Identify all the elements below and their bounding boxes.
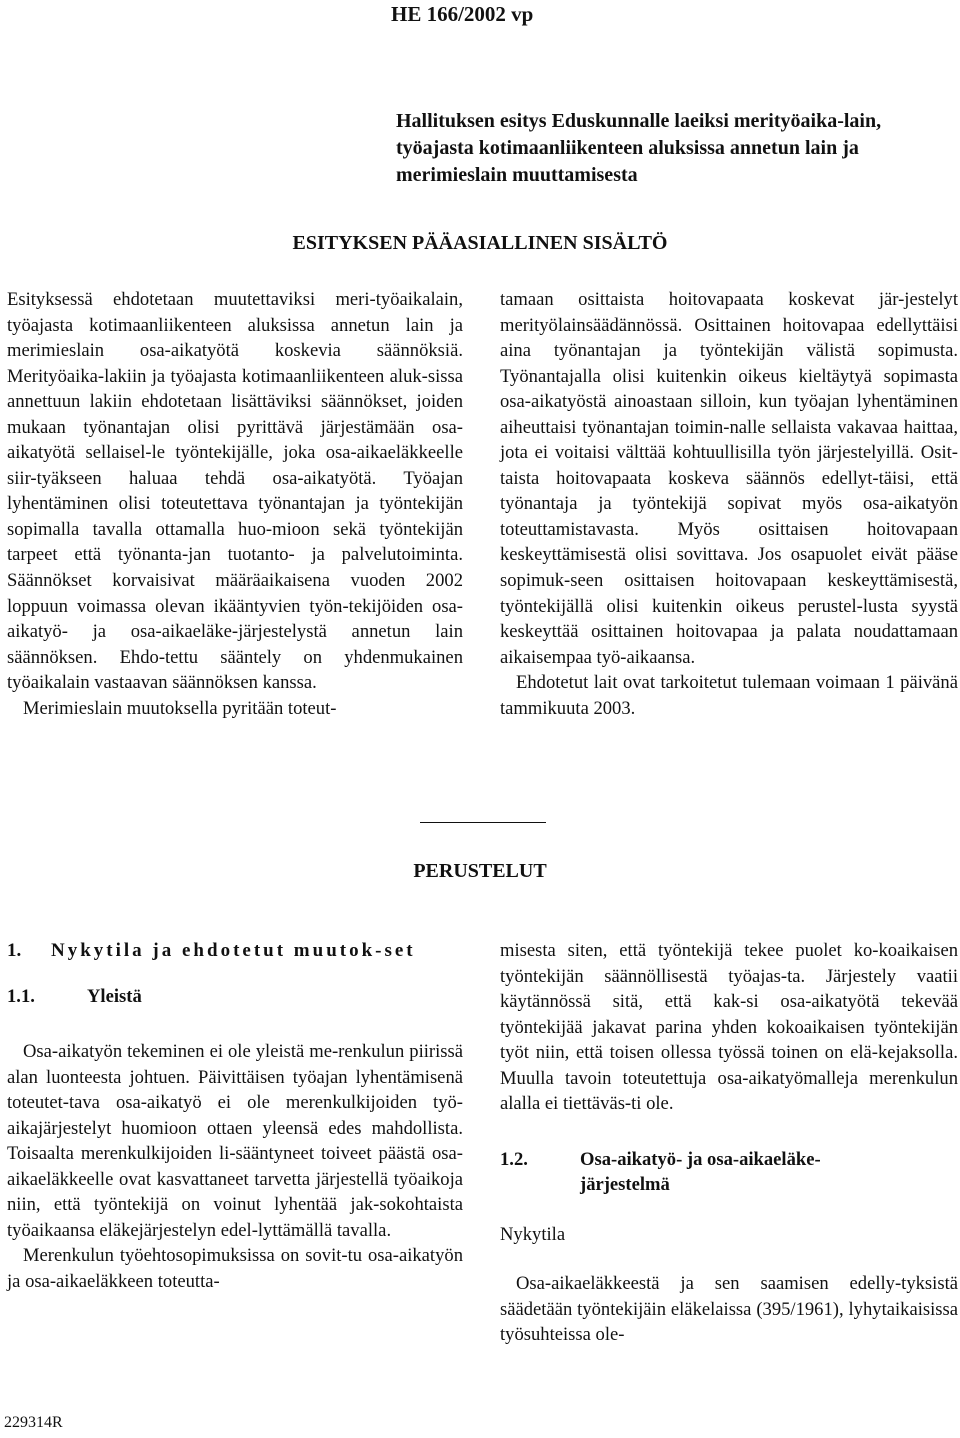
separator-rule	[420, 822, 546, 823]
section-title: Nykytila ja ehdotetut muutok-set	[51, 940, 416, 961]
summary-right-column	[500, 287, 958, 721]
body-paragraph: Osa-aikaeläkkeestä ja sen saamisen edelly-tyksistä säädetään työntekijäin eläkelaissa (395/1961), lyhytaikaisissa työsuhteissa ole-	[500, 1273, 958, 1346]
summary-paragraph: Merimieslain muutoksella pyritään toteut-	[23, 697, 337, 719]
body-right-column	[500, 938, 958, 1348]
section-title: Yleistä	[87, 985, 142, 1007]
body-paragraph: Merenkulun työehtosopimuksissa on sovit-tu osa-aikatyön ja osa-aikaeläkkeen toteutta-	[7, 1245, 463, 1292]
body-paragraph: Osa-aikatyön tekeminen ei ole yleistä me-renkulun piirissä alan luonteesta johtuen. Päivittäisen työajan lyhentämisenä toteutet-tava osa-aikatyö ei ole merenkulkijoiden työ-aikajärjestelyt huomioon ottaen yleensä edes mahdollista. Toisaalta merenkulkijoiden li-sääntyneet toiveet päästä osa-aikaeläkkeelle ovat kasvattaneet tarvetta järjestellä työaikoja niin, että työntekijä on voinut lyhentää jak-sokohtaista työaikaansa eläkejärjestelyn edel-lyttämällä tavalla.	[7, 1041, 463, 1241]
subheading-nykytila: Nykytila	[500, 1223, 566, 1245]
document-header: HE 166/2002 vp	[391, 2, 534, 26]
perustelut-heading: PERUSTELUT	[413, 860, 547, 882]
summary-paragraph: Esityksessä ehdotetaan muutettaviksi meri-työaikalain, työajasta kotimaanliikenteen aluksissa annetun lain ja merimieslain osa-aikatyötä koskevia säännöksiä. Merityöaika-lakiin ja työajasta kotimaanliikenteen aluk-sissa annettuun lakiin ehdotetaan lisättäviksi säännökset, joiden mukaan työnantajan olisi pyrittävä järjestämään osa-aikatyötä sellaisel-le työntekijälle, joka osa-aikaeläkkeelle siir-tyäkseen haluaa tehdä osa-aikatyötä. Työajan lyhentäminen olisi toteutettava työnantajan ja työntekijän sopimalla tavalla ottamalla huo-mioon sekä työntekijän tarpeet että työnanta-jan tuotanto- ja palvelutoiminta. Säännökset korvaisivat määräaikaisena vuoden 2002 loppuun voimassa olevan ikääntyvien työn-tekijöiden osa-aikatyö- ja osa-aikaeläke-järjestelystä annetun lain säännöksen. Ehdo-tettu sääntely on yhdenmukainen työaikalain vastaavan säännöksen kanssa.	[7, 289, 463, 694]
section-1-1-heading	[7, 984, 463, 1010]
summary-paragraph: tamaan osittaista hoitovapaata koskevat jär-jestelyt merityölainsäädännössä. Osittainen hoitovapaa edellyttäisi aina työnantajan ja työntekijän välistä sopimusta. Työnantajalla olisi kuitenkin oikeus kieltäytyä sopimasta osa-aikatyöstä ainoastaan silloin, kun työajan lyhentäminen aiheuttaisi työnantajan toimin-nalle sellaista vakavaa haittaa, jota ei voitaisi välttää kohtuullisilla työn järjestelyillä. Osit-taista hoitovapaata koskeva säännös edellyt-täisi, että työnantaja ja työntekijä sopivat myös osa-aikatyön toteuttamistavasta. Myös osittaisen hoitovapaan keskeyttämisestä olisi sovittava. Jos osapuolet eivät pääse sopimuk-seen osittaisen hoitovapaan keskeyttämisestä, työntekijällä olisi kuitenkin oikeus perustel-lusta syystä keskeyttää osittainen hoitovapaa ja palata noudattamaan aikaisempaa työ-aikaansa.	[500, 289, 958, 668]
proposal-title: Hallituksen esitys Eduskunnalle laeiksi merityöaika-lain, työajasta kotimaanliikenteen aluksissa annetun lain ja merimieslain muuttamisesta	[396, 110, 882, 186]
section-number: 1.	[7, 940, 22, 961]
document-code: 229314R	[4, 1414, 63, 1431]
section-number: 1.2.	[500, 1148, 528, 1170]
summary-left-column	[7, 287, 463, 721]
section-title: Osa-aikatyö- ja osa-aikaeläke-järjestelmä	[580, 1148, 821, 1196]
section-1-heading	[7, 938, 463, 964]
body-left-column	[7, 938, 463, 1294]
section-number: 1.1.	[7, 985, 35, 1007]
section-title: ESITYKSEN PÄÄASIALLINEN SISÄLTÖ	[292, 232, 668, 254]
summary-paragraph: Ehdotetut lait ovat tarkoitetut tulemaan voimaan 1 päivänä tammikuuta 2003.	[500, 672, 958, 719]
section-1-2-heading	[500, 1147, 958, 1198]
body-paragraph: misesta siten, että työntekijä tekee puolet ko-koaikaisen työntekijän säännöllisestä työajas-ta. Järjestely vaatii käytännössä sitä, että kak-si osa-aikatyötä tekevää työntekijää jakavat parina yhden kokoaikaisen työntekijän työt niin, että toisen ollessa työssä toinen on elä-kejaksolla. Muulla tavoin toteutettuja osa-aikatyömalleja merenkulun alalla ei tiettäväs-ti ole.	[500, 940, 958, 1115]
